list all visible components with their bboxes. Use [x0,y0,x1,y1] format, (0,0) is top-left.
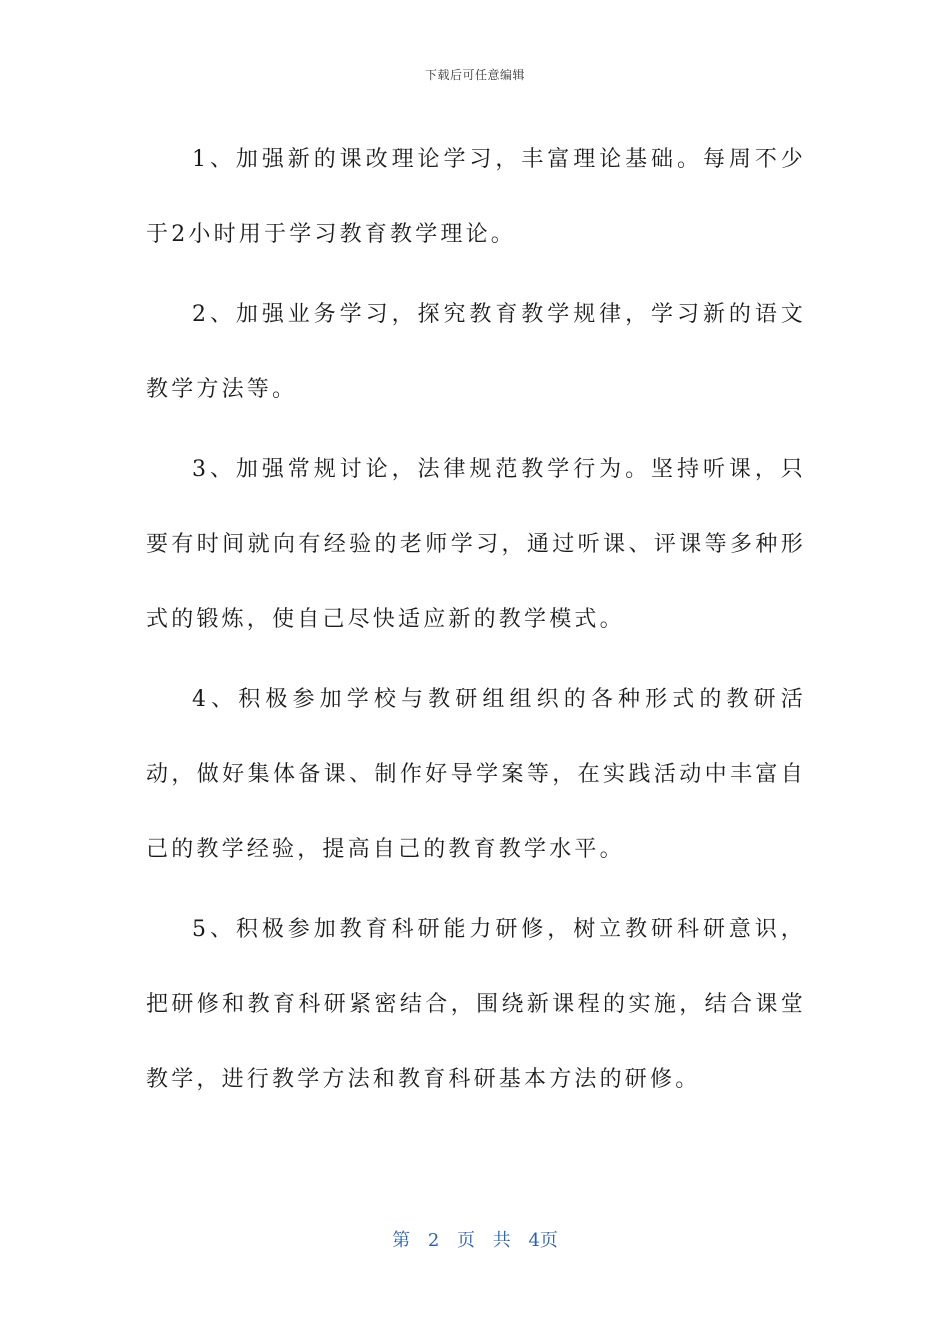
paragraph-2: 2、加强业务学习，探究教育教学规律，学习新的语文教学方法等。 [146,302,806,402]
page-header: 下载后可任意编辑 [424,68,525,82]
paragraph-3: 3、加强常规讨论，法律规范教学行为。坚持听课，只要有时间就向有经验的老师学习，通过听课、评课等多种形式的锻炼，使自己尽快适应新的教学模式。 [146,457,806,632]
footer-gong: 共 [492,1230,511,1251]
paragraph-4: 4、积极参加学校与教研组组织的各种形式的教研活动，做好集体备课、制作好导学案等，在实践活动中丰富自己的教学经验，提高自己的教育教学水平。 [146,687,806,862]
footer-current-page: 2 [427,1230,440,1251]
document-body [146,122,806,1122]
footer-total-pages: 4页 [528,1230,558,1251]
page-footer [0,1226,950,1252]
paragraph-5: 5、积极参加教育科研能力研修，树立教研科研意识，把研修和教育科研紧密结合，围绕新课程的实施，结合课堂教学，进行教学方法和教育科研基本方法的研修。 [146,917,806,1092]
paragraph-1: 1、加强新的课改理论学习，丰富理论基础。每周不少于2小时用于学习教育教学理论。 [146,147,806,247]
footer-ye: 页 [457,1230,475,1251]
footer-di: 第 [392,1230,411,1251]
